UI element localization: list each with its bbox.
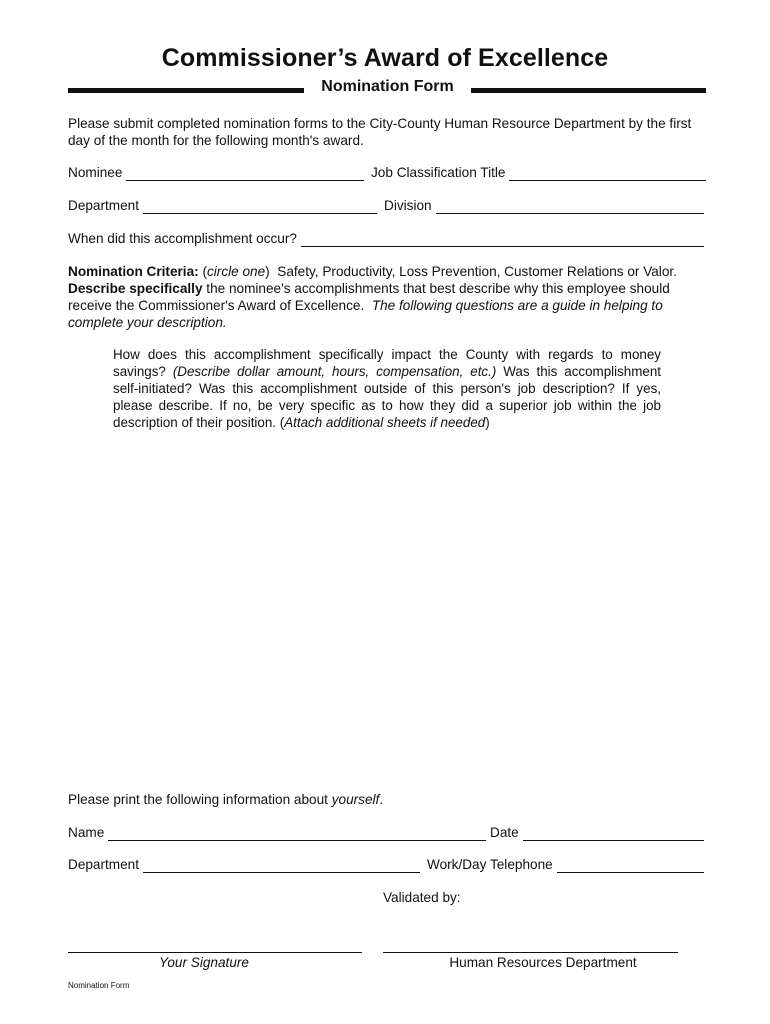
date-label: Date (490, 825, 519, 840)
yourself-instruction (68, 791, 383, 808)
yourself-suffix: . (379, 792, 384, 807)
nominee-label: Nominee (68, 165, 123, 180)
hr-department-label: Human Resources Department (449, 955, 637, 970)
describe-rest: the nominee's accomplishments that best describe why this employee should (206, 281, 670, 296)
date-field[interactable] (490, 824, 704, 841)
criteria-line-4 (68, 314, 227, 331)
criteria-label: Nomination Criteria: (68, 264, 199, 279)
guide-questions (113, 346, 661, 431)
your-department-blank[interactable] (143, 858, 420, 873)
job-title-label: Job Classification Title (371, 165, 506, 180)
question-part-1: How does this accomplishment specifically impact the County with regards to money savings? (113, 347, 661, 379)
job-title-blank[interactable] (509, 166, 706, 181)
criteria-line3-italic: The following questions are a guide in helping to (371, 298, 663, 313)
telephone-field[interactable] (427, 856, 704, 873)
when-field[interactable] (68, 230, 704, 247)
validated-by-label: Validated by: (383, 890, 461, 905)
telephone-label: Work/Day Telephone (427, 857, 553, 872)
your-department-label: Department (68, 857, 140, 872)
form-subtitle: Nomination Form (321, 78, 454, 95)
date-blank[interactable] (523, 826, 704, 841)
your-signature-line[interactable] (68, 952, 362, 953)
attach-paren-close: ) (485, 415, 490, 430)
name-blank[interactable] (108, 826, 486, 841)
subtitle-banner (68, 78, 706, 98)
criteria-paren-open: ( (202, 264, 207, 279)
criteria-line-2 (68, 280, 670, 297)
criteria-line-3 (68, 297, 663, 314)
attach-paren-open: ( (279, 415, 285, 430)
your-department-field[interactable] (68, 856, 420, 873)
footer-label: Nomination Form (68, 981, 130, 990)
nominee-field[interactable] (68, 164, 364, 181)
department-blank[interactable] (143, 199, 377, 214)
criteria-categories: Safety, Productivity, Loss Prevention, Customer Relations or Valor. (277, 264, 677, 279)
yourself-italic: yourself (331, 792, 380, 807)
attach-note: Attach additional sheets if needed (284, 415, 486, 430)
intro-line-1: Please submit completed nomination forms to the City-County Human Resource Department by the first (68, 116, 692, 131)
name-field[interactable] (68, 824, 486, 841)
intro-line-2: day of the month for the following month's award. (68, 133, 364, 148)
when-label: When did this accomplishment occur? (68, 231, 297, 246)
circle-one-note: circle one (206, 264, 266, 279)
question-part-3: Was this accomplishment self-initiated? Was this accomplishment outside of this person's job description? If yes, please describe. If no, be very specific as to how they did a superior job within the job description of their position. (113, 364, 661, 430)
subtitle-rule-right (471, 88, 706, 93)
yourself-prefix: Please print the following information about (68, 792, 328, 807)
nominee-blank[interactable] (126, 166, 364, 181)
when-blank[interactable] (301, 232, 704, 247)
your-signature-label: Your Signature (159, 955, 249, 970)
hr-signature-line[interactable] (383, 952, 678, 953)
job-title-field[interactable] (371, 164, 706, 181)
division-label: Division (384, 198, 432, 213)
criteria-line-1 (68, 263, 677, 280)
name-label: Name (68, 825, 105, 840)
division-blank[interactable] (436, 199, 704, 214)
department-field[interactable] (68, 197, 377, 214)
criteria-paren-close: ) (265, 264, 270, 279)
describe-specifically: Describe specifically (68, 281, 203, 296)
telephone-blank[interactable] (557, 858, 704, 873)
subtitle-rule-left (68, 88, 304, 93)
department-label: Department (68, 198, 140, 213)
criteria-line4-italic: complete your description. (68, 315, 227, 330)
form-title: Commissioner’s Award of Excellence (161, 44, 609, 72)
division-field[interactable] (384, 197, 704, 214)
criteria-line3-plain: receive the Commissioner's Award of Excellence. (68, 298, 365, 313)
question-part-2: (Describe dollar amount, hours, compensation, etc.) (172, 364, 497, 379)
